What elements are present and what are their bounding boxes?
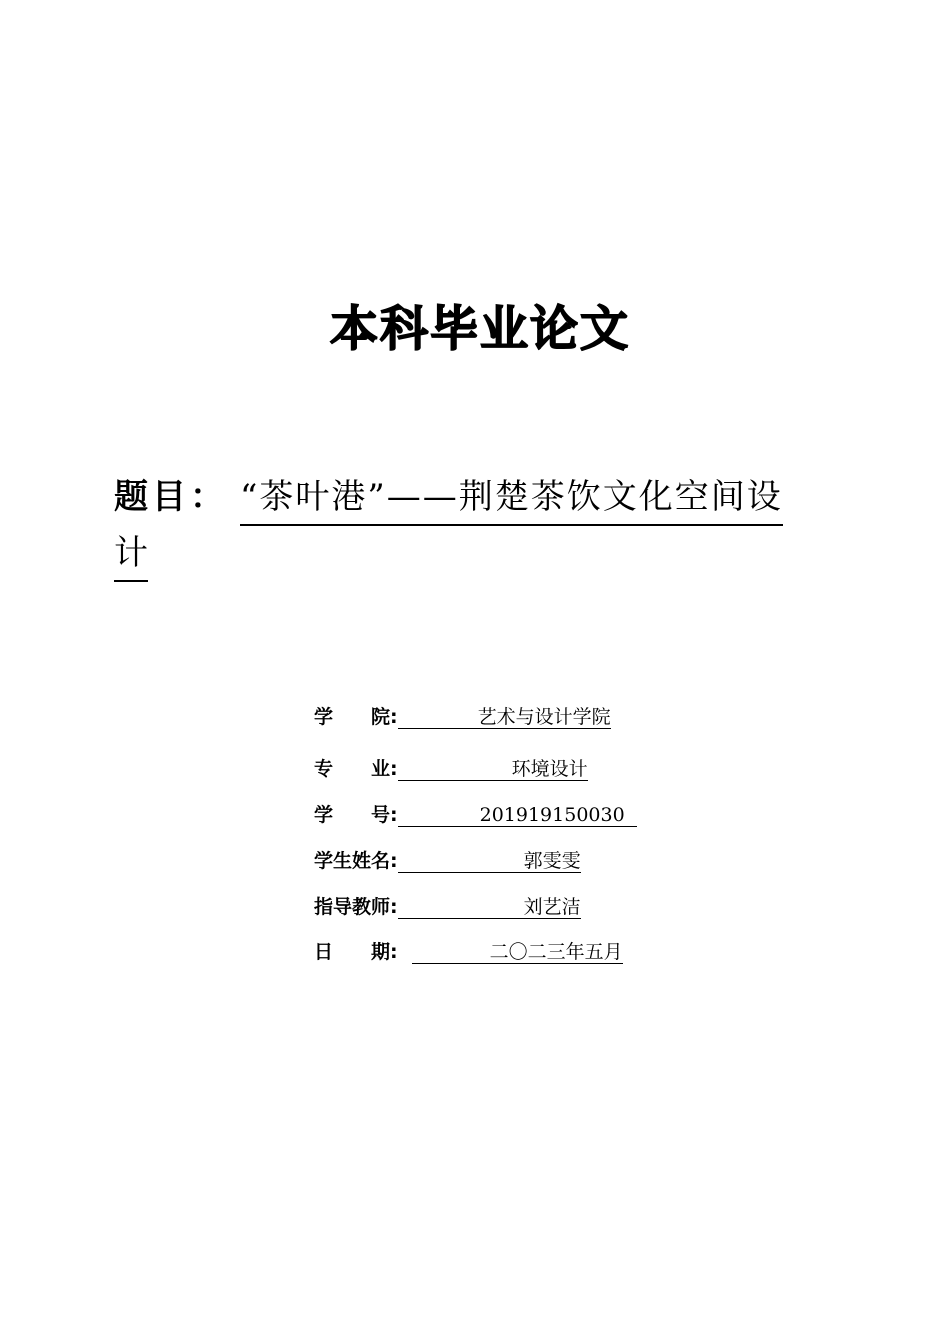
student-id-row	[314, 801, 637, 829]
date-row	[314, 938, 623, 966]
topic-text-line2: 计	[114, 528, 148, 582]
major-label: 专 业:	[314, 758, 398, 780]
student-name-row	[314, 847, 581, 875]
student-id-value: 201919150030	[398, 804, 637, 827]
college-label: 学 院:	[314, 706, 398, 728]
advisor-label: 指导教师:	[314, 896, 398, 918]
topic-line	[114, 472, 814, 526]
thesis-title: 本科毕业论文	[330, 301, 631, 357]
advisor-value: 刘艺洁	[398, 896, 581, 919]
student-id-label: 学 号:	[314, 804, 398, 826]
advisor-row	[314, 893, 581, 921]
student-name-label: 学生姓名:	[314, 850, 398, 872]
date-label: 日 期:	[314, 941, 398, 963]
date-value: 二〇二三年五月	[412, 941, 623, 964]
major-row	[314, 755, 588, 783]
college-row	[314, 703, 611, 731]
topic-text-line1: “茶叶港”——荆楚茶饮文化空间设	[240, 472, 783, 526]
college-value: 艺术与设计学院	[398, 706, 611, 729]
topic-label: 题目：	[114, 477, 228, 517]
major-value: 环境设计	[398, 758, 588, 781]
student-name-value: 郭雯雯	[398, 850, 581, 873]
